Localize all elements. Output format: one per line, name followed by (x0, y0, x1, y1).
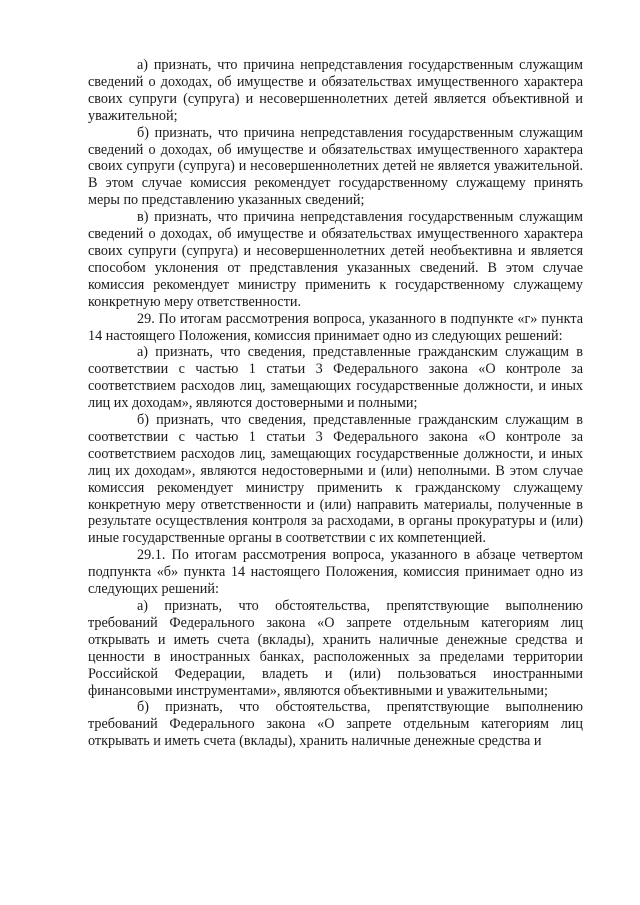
paragraph-29b: б) признать, что сведения, представленные гражданским служащим в соответствии с частью 1 статьи 3 Федерального закона «О контроле за соответствием расходов лиц, замещающих государственные должности, и иных лиц их доходам», являются недостоверными и (или) неполными. В этом случае комиссия рекомендует министру применить к гражданскому служащему конкретную меру ответственности и (или) направить материалы, полученные в результате осуществления контроля за расходами, в органы прокуратуры и (или) иные государственные органы в соответствии с их компетенцией. (88, 412, 583, 547)
paragraph-29: 29. По итогам рассмотрения вопроса, указанного в подпункте «г» пункта 14 настоящего Положения, комиссия принимает одно из следующих решений: (88, 310, 583, 344)
paragraph-28a: а) признать, что причина непредставления государственным служащим сведений о доходах, об имуществе и обязательствах имущественного характера своих супруги (супруга) и несовершеннолетних детей является объективной и уважительной; (88, 57, 583, 124)
paragraph-29a: а) признать, что сведения, представленные гражданским служащим в соответствии с частью 1 статьи 3 Федерального закона «О контроле за соответствием расходов лиц, замещающих государственные должности, и иных лиц их доходам», являются достоверными и полными; (88, 344, 583, 412)
paragraph-29-1a: а) признать, что обстоятельства, препятствующие выполнению требований Федерального закона «О запрете отдельным категориям лиц открывать и иметь счета (вклады), хранить наличные денежные средства и ценности в иностранных банках, расположенных за пределами территории Российской Федерации, владеть и (или) пользоваться иностранными финансовыми инструментами», являются объективными и уважительными; (88, 598, 583, 699)
paragraph-28v: в) признать, что причина непредставления государственным служащим сведений о доходах, об имуществе и обязательствах имущественного характера своих супруги (супруга) и несовершеннолетних детей необъективна и является способом уклонения от представления указанных сведений. В этом случае комиссия рекомендует министру применить к государственному служащему конкретную меру ответственности. (88, 209, 583, 310)
paragraph-28b: б) признать, что причина непредставления государственным служащим сведений о доходах, об имуществе и обязательствах имущественного характера своих супруги (супруга) и несовершеннолетних детей не является уважительной. В этом случае комиссия рекомендует государственному служащему принять меры по представлению указанных сведений; (88, 124, 583, 209)
paragraph-29-1b: б) признать, что обстоятельства, препятствующие выполнению требований Федерального закона «О запрете отдельным категориям лиц открывать и иметь счета (вклады), хранить наличные денежные средства и (88, 699, 583, 750)
paragraph-29-1: 29.1. По итогам рассмотрения вопроса, указанного в абзаце четвертом подпункта «б» пункта 14 настоящего Положения, комиссия принимает одно из следующих решений: (88, 547, 583, 598)
